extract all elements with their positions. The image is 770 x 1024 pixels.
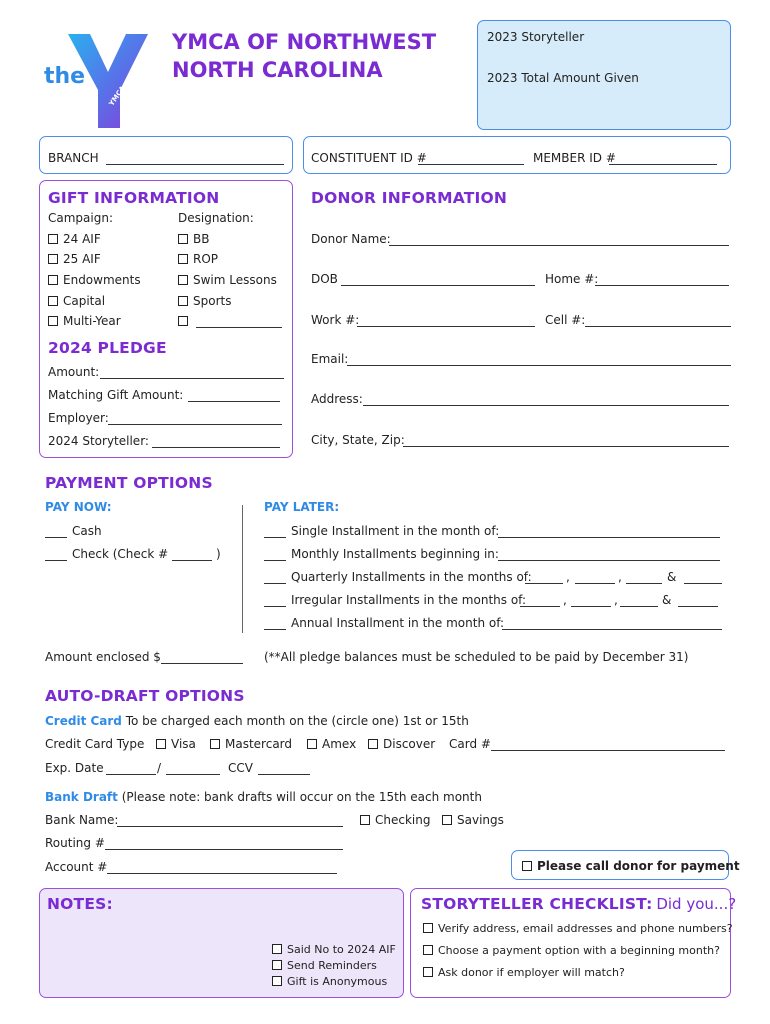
checkbox[interactable] [178, 316, 188, 326]
credit-card-note: To be charged each month on the (circle one) 1st or 15th [125, 714, 469, 728]
member-id-line[interactable] [609, 164, 717, 165]
notes-title: NOTES: [47, 895, 113, 913]
credit-card-label: Credit Card [45, 714, 122, 728]
account-label: Account # [45, 860, 108, 874]
single-line[interactable] [264, 537, 286, 538]
card-number-label: Card # [449, 737, 491, 751]
note-anonymous[interactable]: Gift is Anonymous [272, 975, 387, 988]
constituent-id-line[interactable] [418, 164, 524, 165]
cc-mastercard[interactable]: Mastercard [210, 737, 292, 751]
checkbox[interactable] [48, 254, 58, 264]
payment-title: PAYMENT OPTIONS [45, 474, 213, 492]
quarterly-m3[interactable] [626, 583, 662, 584]
single-month-line[interactable] [498, 537, 720, 538]
checkbox[interactable] [423, 923, 433, 933]
irregular-m2[interactable] [571, 606, 611, 607]
routing-line[interactable] [105, 849, 343, 850]
bank-draft-label: Bank Draft [45, 790, 118, 804]
checkbox[interactable] [178, 234, 188, 244]
savings-option[interactable]: Savings [442, 813, 504, 827]
checkbox[interactable] [48, 296, 58, 306]
quarterly-m1[interactable] [525, 583, 563, 584]
storyteller-2024-label: 2024 Storyteller: [48, 434, 149, 448]
quarterly-line[interactable] [264, 583, 286, 584]
bank-draft-row [45, 790, 482, 804]
campaign-multiyear[interactable]: Multi-Year [48, 314, 121, 328]
check-line[interactable] [45, 560, 67, 561]
branch-box[interactable] [39, 136, 293, 174]
monthly-label: Monthly Installments beginning in: [291, 547, 499, 561]
address-line[interactable] [363, 405, 729, 406]
exp-year-line[interactable] [166, 774, 220, 775]
city-label: City, State, Zip: [311, 433, 405, 447]
cell-label: Cell #: [545, 313, 586, 327]
irregular-label: Irregular Installments in the months of: [291, 593, 527, 607]
annual-month-line[interactable] [502, 629, 722, 630]
employer-line[interactable] [108, 424, 282, 425]
account-line[interactable] [107, 873, 337, 874]
designation-other-line[interactable] [196, 327, 282, 328]
checkbox[interactable] [368, 739, 378, 749]
pledge-title: 2024 PLEDGE [48, 339, 167, 357]
checkbox[interactable] [178, 254, 188, 264]
gift-pledge-box [39, 180, 293, 458]
address-label: Address: [311, 392, 363, 406]
storyteller-2023-box [477, 20, 731, 130]
checkbox[interactable] [442, 815, 452, 825]
exp-date-label: Exp. Date [45, 761, 104, 775]
pay-now-label: PAY NOW: [45, 500, 112, 514]
bank-name-label: Bank Name: [45, 813, 119, 827]
gift-info-title: GIFT INFORMATION [48, 189, 220, 207]
checkbox[interactable] [48, 316, 58, 326]
annual-label: Annual Installment in the month of: [291, 616, 505, 630]
quarterly-label: Quarterly Installments in the months of: [291, 570, 532, 584]
home-line[interactable] [595, 285, 729, 286]
member-id-label: MEMBER ID # [533, 151, 616, 165]
logo-the-text: the [44, 64, 86, 89]
checklist-employer[interactable]: Ask donor if employer will match? [423, 966, 625, 979]
monthly-line[interactable] [264, 560, 286, 561]
storyteller-2024-line[interactable] [152, 447, 280, 448]
note-said-no[interactable]: Said No to 2024 AIF [272, 943, 396, 956]
call-donor-box[interactable] [511, 850, 740, 880]
note-reminders[interactable]: Send Reminders [272, 959, 377, 972]
ids-box[interactable] [303, 136, 731, 174]
campaign-25aif[interactable]: 25 AIF [48, 252, 101, 266]
irregular-line[interactable] [264, 606, 286, 607]
checkbox[interactable] [156, 739, 166, 749]
credit-card-row [45, 714, 469, 728]
pledge-deadline-note: (**All pledge balances must be scheduled to be paid by December 31) [264, 650, 689, 664]
work-label: Work #: [311, 313, 360, 327]
ccv-line[interactable] [258, 774, 310, 775]
home-label: Home #: [545, 272, 599, 286]
checkbox[interactable] [522, 861, 532, 871]
checkbox[interactable] [307, 739, 317, 749]
org-name-line2: NORTH CAROLINA [172, 58, 383, 82]
quarterly-m2[interactable] [575, 583, 615, 584]
cc-visa[interactable]: Visa [156, 737, 196, 751]
designation-bb[interactable]: BB [178, 232, 209, 246]
pay-later-label: PAY LATER: [264, 500, 340, 514]
constituent-id-label: CONSTITUENT ID # [311, 151, 427, 165]
campaign-endowments[interactable]: Endowments [48, 273, 141, 287]
single-label: Single Installment in the month of: [291, 524, 500, 538]
donor-info-title: DONOR INFORMATION [311, 189, 508, 207]
branch-field-line[interactable] [106, 164, 284, 165]
checklist-verify[interactable]: Verify address, email addresses and phone numbers? [423, 922, 733, 935]
cash-line[interactable] [45, 537, 67, 538]
donor-name-label: Donor Name: [311, 232, 391, 246]
logo-ymca-small: YMCA [107, 84, 128, 108]
checkbox[interactable] [178, 296, 188, 306]
cc-discover[interactable]: Discover [368, 737, 435, 751]
checklist-box [410, 888, 737, 998]
dob-line[interactable] [341, 285, 535, 286]
cc-amex[interactable]: Amex [307, 737, 356, 751]
org-name-line1: YMCA OF NORTHWEST [172, 30, 437, 54]
amount-enclosed-line[interactable] [161, 663, 243, 664]
matching-gift-line[interactable] [188, 401, 280, 402]
matching-gift-label: Matching Gift Amount: [48, 388, 184, 402]
designation-other[interactable] [178, 314, 193, 328]
notes-box[interactable] [39, 888, 404, 998]
irregular-m1[interactable] [520, 606, 560, 607]
pledge-amount-label: Amount: [48, 365, 100, 379]
autodraft-title: AUTO-DRAFT OPTIONS [45, 687, 245, 705]
email-label: Email: [311, 352, 349, 366]
call-donor-option[interactable]: Please call donor for payment [522, 859, 740, 873]
total-given-2023-label: 2023 Total Amount Given [487, 71, 639, 85]
checkbox[interactable] [210, 739, 220, 749]
monthly-month-line[interactable] [498, 560, 720, 561]
exp-month-line[interactable] [106, 774, 156, 775]
email-line[interactable] [347, 365, 731, 366]
bank-draft-note: (Please note: bank drafts will occur on the 15th each month [121, 790, 482, 804]
irregular-m4[interactable] [678, 606, 718, 607]
check-close: ) [216, 547, 221, 561]
donor-name-line[interactable] [389, 245, 729, 246]
check-number-line[interactable] [172, 560, 212, 561]
campaign-24aif[interactable]: 24 AIF [48, 232, 101, 246]
campaign-label: Campaign: [48, 211, 113, 225]
check-label: Check (Check # [72, 547, 169, 561]
routing-label: Routing # [45, 836, 105, 850]
amount-enclosed-label: Amount enclosed $ [45, 650, 161, 664]
designation-swim[interactable]: Swim Lessons [178, 273, 277, 287]
storyteller-2023-label: 2023 Storyteller [487, 30, 585, 44]
payment-divider [242, 505, 243, 633]
checklist-title: STORYTELLER CHECKLIST: Did you...? [421, 895, 737, 913]
card-number-line[interactable] [491, 750, 725, 751]
checkbox[interactable] [272, 976, 282, 986]
ccv-label: CCV [228, 761, 253, 775]
dob-label: DOB [311, 272, 338, 286]
cc-type-label: Credit Card Type [45, 737, 145, 751]
employer-label: Employer: [48, 411, 109, 425]
checkbox[interactable] [272, 960, 282, 970]
checkbox[interactable] [48, 275, 58, 285]
checkbox[interactable] [178, 275, 188, 285]
checklist-payment[interactable]: Choose a payment option with a beginning month? [423, 944, 720, 957]
designation-rop[interactable]: ROP [178, 252, 218, 266]
checkbox[interactable] [423, 967, 433, 977]
checkbox[interactable] [423, 945, 433, 955]
checkbox[interactable] [48, 234, 58, 244]
irregular-m3[interactable] [620, 606, 658, 607]
designation-label: Designation: [178, 211, 254, 225]
branch-label: BRANCH [48, 151, 99, 165]
quarterly-m4[interactable] [684, 583, 722, 584]
checkbox[interactable] [360, 815, 370, 825]
pledge-amount-line[interactable] [100, 378, 284, 379]
city-line[interactable] [403, 446, 729, 447]
designation-sports[interactable]: Sports [178, 294, 231, 308]
checkbox[interactable] [272, 944, 282, 954]
cash-label: Cash [72, 524, 102, 538]
campaign-capital[interactable]: Capital [48, 294, 105, 308]
bank-name-line[interactable] [117, 826, 343, 827]
annual-line[interactable] [264, 629, 286, 630]
checking-option[interactable]: Checking [360, 813, 430, 827]
cell-line[interactable] [585, 326, 731, 327]
work-line[interactable] [357, 326, 535, 327]
